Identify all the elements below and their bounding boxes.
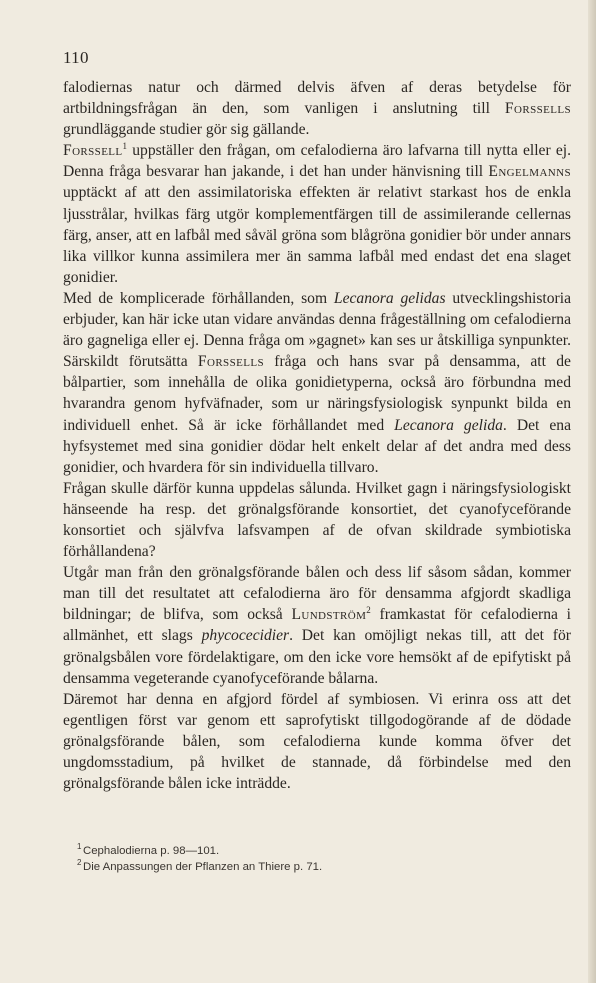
- author-name: Engelmanns: [488, 163, 571, 181]
- footnotes: [63, 843, 571, 875]
- paragraph-6: [63, 689, 571, 794]
- author-name: Lundström: [291, 606, 367, 624]
- text-run: grundläggande studier gör sig gällande.: [63, 121, 310, 139]
- author-name: Forssell: [63, 142, 123, 160]
- text-run: Med de komplicerade förhållanden, som: [63, 289, 334, 307]
- footnote-mark: 1: [77, 842, 82, 851]
- text-run: utvecklingshistoria erbjuder, kan här icke utan vidare användas denna frågeställning om cefalodierna äro gagneliga eller ej. Denna fråga om »gagnet» kan ses ur åtskilliga synpunkter. Särskildt förutsätta: [63, 289, 571, 371]
- text-run: fråga och hans svar på densamma, att de bålpartier, som innehålla de olika gonidietyperna, också äro förbundna med hvarandra genom hyfväfnader, som ur näringsfysiologisk synpunkt bilda en individuell enhet. Så är icke förhållandet med: [63, 353, 571, 434]
- paragraph-3: [63, 288, 571, 478]
- footnote-ref: 2: [366, 605, 371, 616]
- species-name: phycocecidier: [201, 627, 290, 645]
- text-run: falodiernas natur och därmed delvis äfven af deras betydelse för artbildningsfrågan än den, som vanligen i anslutning till: [63, 79, 571, 118]
- paragraph-4: [63, 478, 571, 562]
- text-run: upptäckt af att den assimilatoriska effekten är relativt starkast hos de enkla ljusstrålar, hvilkas färg utgör komplementfärgen till de assimilerande cellernas färg, anser, att en lafbål med såväl gröna som blågröna gonidier bör under annars lika villkor kunna assimilera mer än samma lafbål med endast det ena slaget gonidier.: [63, 184, 571, 286]
- page-edge: [588, 0, 596, 983]
- footnote-text: Die Anpassungen der Pflanzen an Thiere p. 71.: [83, 861, 323, 873]
- paragraph-1: [63, 77, 571, 140]
- footnote-ref: 1: [122, 141, 128, 152]
- species-name: Lecanora gelidas: [333, 289, 446, 307]
- paragraph-5: [63, 562, 571, 689]
- footnote-mark: 2: [77, 858, 82, 867]
- author-name: Forssells: [504, 100, 571, 118]
- text-run: uppställer den frågan, om cefalodierna äro lafvarna till nytta eller ej. Denna fråga besvarar han jakande, i det han under hänvisning till: [63, 142, 571, 181]
- text-run: . Det kan omöjligt nekas till, att det för grönalgsbålen vore fördelaktigare, om den icke vore hemsökt af de epifytiskt på densamma vegeterande cyanofyceförande bålarna.: [63, 627, 571, 687]
- footnote-text: Cephalodierna p. 98—101.: [83, 845, 220, 857]
- text-run: framkastat för cefalodierna i allmänhet, ett slags: [63, 606, 571, 645]
- text-run: . Det ena hyfsystemet med sina gonidier dödar helt enkelt delar af det andra med dess gonidier, och hvardera för sin individuella tillvaro.: [63, 416, 571, 476]
- footnote-1: [63, 843, 571, 859]
- text-run: Däremot har denna en afgjord fördel af symbiosen. Vi erinra oss att det egentligen först var genom ett saprofytiskt tillgodogörande af de dödade grönalgsförande bålen, som cefalodierna kunde komma öfver det ungdomsstadium, på hvilket de stannade, då förbindelse med den grönalgsförande bålen icke inträdde.: [63, 690, 571, 793]
- page-number: 110: [63, 48, 89, 67]
- text-run: Frågan skulle därför kunna uppdelas sålunda. Hvilket gagn i näringsfysiologiskt hänseende ha resp. det grönalgsförande konsortiet, det cyanofyceförande konsortiet och självfva lafsvampen af de ofvan skildrade symbiotiska förhållandena?: [63, 479, 571, 561]
- paragraph-2: [63, 140, 571, 288]
- author-name: Forssells: [197, 353, 264, 371]
- text-run: Utgår man från den grönalgsförande bålen och dess lif såsom sådan, kommer man till det resultatet att cefalodierna äro för densamma afgjordt skadliga bildningar; de blifva, som också: [63, 564, 571, 624]
- species-name: Lecanora gelida: [394, 416, 503, 434]
- footnote-2: [63, 859, 571, 875]
- body-text: [63, 77, 571, 794]
